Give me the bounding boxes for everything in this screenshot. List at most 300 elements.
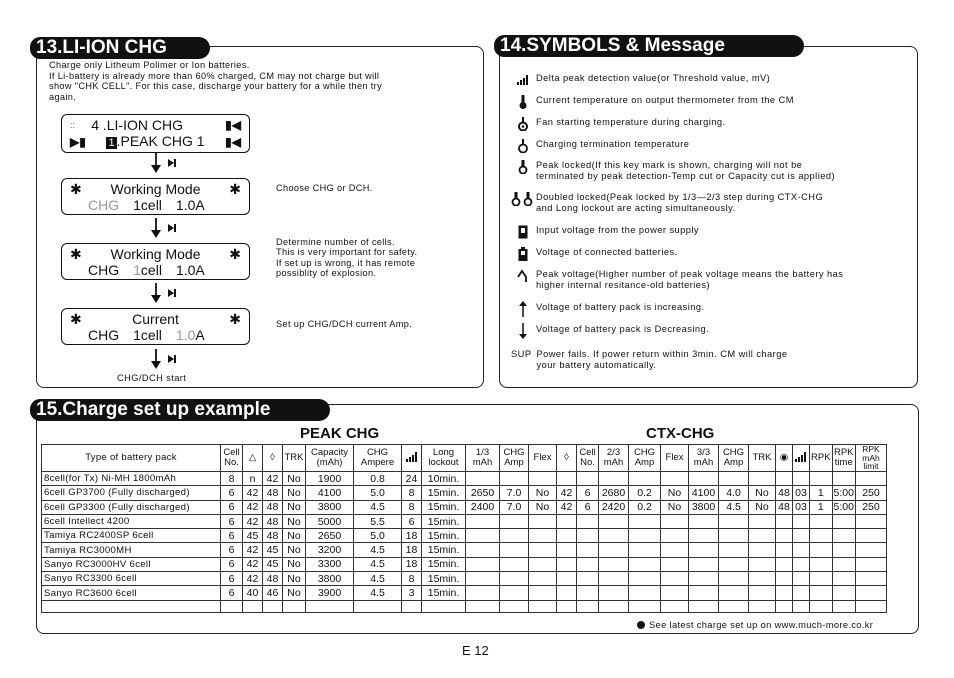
peak-value-cell: 42 xyxy=(243,486,263,500)
ctx-value-cell xyxy=(466,472,500,486)
col-long-lockout: Long lockout xyxy=(422,445,466,472)
ctx-value-cell xyxy=(793,472,810,486)
ctx-value-cell: No xyxy=(529,486,557,500)
arrow-down-icon xyxy=(510,324,536,338)
peak-value-cell: 3 xyxy=(402,586,422,600)
ctx-value-cell xyxy=(689,514,719,528)
symbol-item xyxy=(510,95,910,109)
ctx-value-cell xyxy=(557,543,577,557)
ctx-value-cell: 0.2 xyxy=(629,486,661,500)
peak-value-cell: 45 xyxy=(263,557,283,571)
peak-value-cell: 18 xyxy=(402,529,422,543)
ctx-value-cell xyxy=(810,586,833,600)
symbol-description: Peak locked(If this key mark is shown, charging will not be terminated by peak detection-Temp cut or Capacity cut is applied) xyxy=(536,160,835,181)
battery-type-cell: 6cell GP3300 (Fully discharged) xyxy=(42,500,221,514)
ctx-value-cell: 5:00 xyxy=(833,501,854,514)
ctx-value-cell: 5:00 xyxy=(833,486,854,499)
table-row xyxy=(42,586,920,600)
ctx-value-cell xyxy=(719,529,749,543)
ctx-value-cell xyxy=(776,586,793,600)
ctx-value-cell xyxy=(832,586,855,600)
ctx-value-cell xyxy=(466,529,500,543)
battery-type-cell: Tamiya RC3000MH xyxy=(42,543,221,557)
ctx-value-cell xyxy=(529,572,557,586)
ctx-value-cell: 0.2 xyxy=(629,500,661,514)
lcd4-amp-unit: A xyxy=(195,327,205,343)
peak-voltage-icon xyxy=(510,269,536,283)
col-delta-peak xyxy=(402,445,422,472)
ctx-value-cell xyxy=(557,557,577,571)
peak-value-cell: 6 xyxy=(221,500,243,514)
peak-value-cell: 48 xyxy=(263,514,283,528)
ctx-value-cell: 42 xyxy=(557,500,577,514)
ctx-value-cell xyxy=(629,586,661,600)
col-trk-2: TRK xyxy=(749,445,776,472)
ctx-value-cell xyxy=(661,514,689,528)
col-cell-2: Cell No. xyxy=(577,445,599,472)
table-row xyxy=(42,529,920,543)
peak-value-cell: 3800 xyxy=(306,572,354,586)
ctx-value-cell xyxy=(793,529,810,543)
ctx-value-cell xyxy=(832,514,855,528)
ctx-value-cell xyxy=(466,543,500,557)
ctx-value-cell xyxy=(793,557,810,571)
symbol-item xyxy=(510,117,910,131)
peak-value-cell: 8 xyxy=(402,500,422,514)
peak-value-cell: 45 xyxy=(243,529,263,543)
peak-value-cell: 8 xyxy=(402,572,422,586)
ctx-value-cell xyxy=(529,586,557,600)
ctx-value-cell xyxy=(810,472,833,486)
ctx-value-cell xyxy=(599,572,629,586)
ctx-value-cell xyxy=(529,514,557,528)
fan-temp-icon: ◊ xyxy=(270,452,275,463)
peak-value-cell: 4.5 xyxy=(354,586,402,600)
lcd4-line1: Current xyxy=(132,311,179,327)
col-third: 1/3 mAh xyxy=(466,445,500,472)
ctx-value-cell xyxy=(719,572,749,586)
fan-temp-icon: ◊ xyxy=(564,452,569,463)
lcd1-line2: .PEAK CHG 1 xyxy=(116,133,205,149)
empty-cell xyxy=(793,600,810,612)
bullet-icon xyxy=(637,621,645,629)
empty-cell xyxy=(689,600,719,612)
peak-value-cell: 6 xyxy=(221,529,243,543)
ctx-value-cell xyxy=(529,557,557,571)
symbol-description: Charging termination temperature xyxy=(536,139,690,149)
ctx-chg-title: CTX-CHG xyxy=(646,425,715,442)
ctx-value-cell xyxy=(689,586,719,600)
ctx-value-cell xyxy=(810,543,833,557)
battery-type-cell: 8cell(for Tx) Ni-MH 1800mAh xyxy=(42,472,221,486)
table-row xyxy=(42,557,920,571)
ctx-value-cell xyxy=(577,472,599,486)
ctx-value-cell: 03 xyxy=(793,500,810,514)
peak-value-cell: 6 xyxy=(221,557,243,571)
symbol-item xyxy=(510,225,910,239)
lcd-screen-1 xyxy=(61,114,250,153)
empty-cell xyxy=(855,600,886,612)
ctx-value-cell xyxy=(749,529,776,543)
col-chg-ampere: CHG Ampere xyxy=(354,445,402,472)
ctx-value-cell xyxy=(466,586,500,600)
ctx-value-cell xyxy=(719,514,749,528)
ctx-value-cell: 42 xyxy=(557,486,577,500)
ctx-value-cell xyxy=(776,514,793,528)
empty-cell xyxy=(306,600,354,612)
peak-value-cell: n xyxy=(243,472,263,486)
ctx-value-cell xyxy=(500,529,529,543)
peak-value-cell: 42 xyxy=(243,514,263,528)
empty-cell xyxy=(283,600,306,612)
ctx-value-cell: 6 xyxy=(577,486,599,500)
sup-label: SUP xyxy=(511,349,532,359)
peak-value-cell: 6 xyxy=(221,514,243,528)
peak-value-cell: 5.5 xyxy=(354,514,402,528)
dots-icon: :: xyxy=(70,120,76,130)
peak-value-cell: 40 xyxy=(243,586,263,600)
peak-value-cell: 3300 xyxy=(306,557,354,571)
ctx-value-cell xyxy=(855,586,886,600)
ctx-value-cell xyxy=(689,529,719,543)
peak-value-cell: 24 xyxy=(402,472,422,486)
lcd-screen-3: ✱ Working Mode ✱ CHG 1cell 1.0A xyxy=(61,243,250,280)
ctx-value-cell xyxy=(577,514,599,528)
ctx-value-cell xyxy=(599,557,629,571)
double-lock-icon xyxy=(510,192,536,206)
skip-back-icon: ▶▮ xyxy=(70,135,86,149)
lcd2-cell: 1cell xyxy=(133,197,162,213)
peak-value-cell: 48 xyxy=(263,572,283,586)
symbol-item xyxy=(510,139,910,153)
ctx-value-cell xyxy=(776,529,793,543)
peak-value-cell: No xyxy=(283,472,306,486)
peak-value-cell: 48 xyxy=(263,529,283,543)
sup-message xyxy=(511,349,787,370)
note-cells: Determine number of cells. This is very important for safety. If set up is wrong, it has remote possiblity of explosion. xyxy=(276,237,418,278)
ctx-value-cell xyxy=(832,543,855,557)
ctx-value-cell xyxy=(629,557,661,571)
start-label: CHG/DCH start xyxy=(117,373,187,383)
peak-value-cell: 15min. xyxy=(422,543,466,557)
peak-value-cell: 4.5 xyxy=(354,500,402,514)
ctx-value-cell: 250 xyxy=(855,486,886,500)
battery-type-cell: Sanyo RC3000HV 6cell xyxy=(42,557,221,571)
empty-cell xyxy=(577,600,599,612)
thermometer-icon: △ xyxy=(248,452,257,463)
ctx-value-cell xyxy=(776,543,793,557)
lcd3-amp: 1.0A xyxy=(175,262,205,278)
arrow-down-skip-icon xyxy=(150,282,190,304)
ctx-value-cell: 48 xyxy=(776,486,793,500)
col-two-third: 2/3 mAh xyxy=(599,445,629,472)
peak-lock-icon xyxy=(510,160,536,174)
lcd2-line1: Working Mode xyxy=(110,181,201,197)
peak-value-cell: 0.8 xyxy=(354,472,402,486)
empty-cell xyxy=(402,600,422,612)
col-rpk-limit: RPK mAh limit xyxy=(855,445,886,472)
ctx-value-cell xyxy=(661,543,689,557)
ctx-value-cell xyxy=(599,529,629,543)
ctx-value-cell xyxy=(557,572,577,586)
skip-icon: ▮◀ xyxy=(225,135,241,149)
ctx-value-cell xyxy=(466,557,500,571)
ctx-value-cell xyxy=(832,472,855,486)
footnote-text: See latest charge set up on www.much-more.co.kr xyxy=(649,620,874,630)
ctx-value-cell xyxy=(810,557,833,571)
ctx-value-cell xyxy=(832,572,855,586)
note-choose-mode: Choose CHG or DCH. xyxy=(276,183,373,193)
empty-cell xyxy=(263,600,283,612)
symbol-description: Current temperature on output thermometer from the CM xyxy=(536,95,794,105)
symbol-item xyxy=(510,269,910,290)
ctx-value-cell xyxy=(793,572,810,586)
battery-type-cell: Tamiya RC2400SP 6cell xyxy=(42,529,221,543)
ctx-value-cell: No xyxy=(661,486,689,500)
lcd1-line1: 4 .LI-ION CHG xyxy=(91,117,183,133)
ctx-value-cell: 6 xyxy=(577,500,599,514)
lcd4-mode: CHG xyxy=(88,327,120,343)
lcd-screen-2: ✱ Working Mode ✱ CHG 1cell 1.0A xyxy=(61,178,250,215)
ctx-value-cell xyxy=(500,586,529,600)
ctx-value-cell xyxy=(855,543,886,557)
ctx-value-cell xyxy=(810,529,833,543)
peak-value-cell: 18 xyxy=(402,543,422,557)
col-fan-temp xyxy=(263,445,283,472)
lcd3-mode: CHG xyxy=(88,262,120,278)
ctx-value-cell xyxy=(577,557,599,571)
ctx-value-cell xyxy=(749,557,776,571)
peak-value-cell: 4.5 xyxy=(354,572,402,586)
peak-value-cell: 8 xyxy=(402,486,422,500)
symbol-item xyxy=(510,160,910,181)
symbol-description: Input voltage from the power supply xyxy=(536,225,700,235)
ctx-value-cell xyxy=(855,557,886,571)
battery-type-cell: 6cell GP3700 (Fully discharged) xyxy=(42,486,221,500)
peak-value-cell: 3800 xyxy=(306,500,354,514)
ctx-value-cell: 4100 xyxy=(689,486,719,500)
ctx-value-cell xyxy=(776,557,793,571)
peak-value-cell: 45 xyxy=(263,543,283,557)
peak-value-cell: No xyxy=(283,500,306,514)
empty-cell xyxy=(243,600,263,612)
sup-text: Power fails. If power return within 3min. CM will charge your battery automatically. xyxy=(536,349,788,370)
ctx-value-cell: 2650 xyxy=(466,486,500,500)
ctx-value-cell xyxy=(557,514,577,528)
ctx-value-cell xyxy=(599,472,629,486)
lcd-screen-4: ✱ Current ✱ CHG 1cell 1.0A xyxy=(61,308,250,345)
ctx-value-cell xyxy=(749,572,776,586)
ctx-value-cell xyxy=(599,514,629,528)
ctx-value-cell xyxy=(719,557,749,571)
ctx-value-cell xyxy=(466,572,500,586)
ctx-value-cell xyxy=(629,572,661,586)
ctx-value-cell xyxy=(529,529,557,543)
ctx-value-cell xyxy=(793,586,810,600)
peak-value-cell: 15min. xyxy=(422,500,466,514)
empty-cell xyxy=(629,600,661,612)
table-row xyxy=(42,514,920,528)
ctx-value-cell xyxy=(500,472,529,486)
ctx-value-cell: No xyxy=(749,486,776,500)
peak-value-cell: 15min. xyxy=(422,486,466,500)
ctx-value-cell xyxy=(855,514,886,528)
peak-chg-title: PEAK CHG xyxy=(300,425,380,442)
ctx-value-cell xyxy=(855,529,886,543)
ctx-value-cell xyxy=(577,543,599,557)
peak-value-cell: No xyxy=(283,557,306,571)
peak-value-cell: 6 xyxy=(221,586,243,600)
lcd4-cell: 1cell xyxy=(133,327,162,343)
peak-value-cell: 15min. xyxy=(422,586,466,600)
peak-value-cell: No xyxy=(283,529,306,543)
ctx-value-cell xyxy=(832,557,855,571)
ctx-value-cell xyxy=(776,572,793,586)
col-three-third: 3/3 mAh xyxy=(689,445,719,472)
peak-value-cell: 46 xyxy=(263,586,283,600)
ctx-value-cell xyxy=(793,514,810,528)
empty-cell xyxy=(42,600,221,612)
peak-value-cell: 15min. xyxy=(422,572,466,586)
col-fan-temp-2 xyxy=(557,445,577,472)
ctx-value-cell xyxy=(689,572,719,586)
empty-cell xyxy=(221,600,243,612)
peak-value-cell: 42 xyxy=(263,472,283,486)
peak-value-cell: No xyxy=(283,514,306,528)
ctx-value-cell xyxy=(855,472,886,486)
ctx-value-cell xyxy=(832,529,855,543)
peak-value-cell: 5.0 xyxy=(354,529,402,543)
arrow-down-skip-icon xyxy=(150,152,190,174)
ctx-value-cell: 48 xyxy=(776,500,793,514)
lcd1-selected-num: 1 xyxy=(108,137,115,149)
ctx-value-cell xyxy=(749,586,776,600)
peak-value-cell: 6 xyxy=(221,486,243,500)
skip-icon: ▮◀ xyxy=(225,118,241,132)
col-trk: TRK xyxy=(283,445,306,472)
peak-value-cell: No xyxy=(283,572,306,586)
lcd2-amp: 1.0A xyxy=(175,197,205,213)
symbol-description: Voltage of connected batteries. xyxy=(536,247,678,257)
termination-temp-icon: ◉ xyxy=(779,452,789,463)
ctx-value-cell xyxy=(689,472,719,486)
ctx-value-cell xyxy=(577,586,599,600)
empty-cell xyxy=(500,600,529,612)
lcd3-cell-num: 1 xyxy=(133,262,141,278)
ctx-value-cell: 3800 xyxy=(689,500,719,514)
empty-cell xyxy=(557,600,577,612)
empty-cell xyxy=(832,600,855,612)
battery-type-cell: Sanyo RC3600 6cell xyxy=(42,586,221,600)
ctx-value-cell xyxy=(855,572,886,586)
empty-cell xyxy=(599,600,629,612)
battery-type-cell: 6cell Intellect 4200 xyxy=(42,514,221,528)
col-term-temp xyxy=(776,445,793,472)
ctx-value-cell xyxy=(500,557,529,571)
peak-value-cell: 42 xyxy=(243,500,263,514)
empty-cell xyxy=(422,600,466,612)
peak-value-cell: 8 xyxy=(221,472,243,486)
peak-value-cell: 15min. xyxy=(422,514,466,528)
symbol-item xyxy=(510,73,910,87)
peak-value-cell: 4100 xyxy=(306,486,354,500)
table-row-empty xyxy=(42,600,920,612)
ctx-value-cell xyxy=(749,472,776,486)
ctx-value-cell xyxy=(529,472,557,486)
ctx-value-cell: 4.5 xyxy=(719,500,749,514)
ctx-value-cell xyxy=(577,529,599,543)
footnote xyxy=(637,620,873,630)
ctx-value-cell xyxy=(661,472,689,486)
battery-type-cell: Sanyo RC3300 6cell xyxy=(42,572,221,586)
empty-cell xyxy=(810,600,833,612)
termination-temp-icon xyxy=(510,139,536,153)
table-row xyxy=(42,486,920,500)
section-14-title: 14.SYMBOLS & Message xyxy=(494,35,804,57)
ctx-value-cell xyxy=(793,543,810,557)
ctx-value-cell: 7.0 xyxy=(500,486,529,500)
lcd3-cell-rest: cell xyxy=(140,262,162,278)
peak-value-cell: 3900 xyxy=(306,586,354,600)
arrow-down-skip-icon xyxy=(150,217,190,239)
arrow-down-skip-icon xyxy=(150,348,190,370)
section-13-title: 13.LI-ION CHG xyxy=(30,37,210,59)
ctx-value-cell xyxy=(500,572,529,586)
lcd2-mode: CHG xyxy=(88,197,120,213)
charge-setup-table xyxy=(41,444,920,613)
ctx-value-cell: No xyxy=(529,500,557,514)
symbol-description: Fan starting temperature during charging. xyxy=(536,117,726,127)
ctx-value-cell xyxy=(557,586,577,600)
ctx-value-cell xyxy=(629,529,661,543)
ctx-value-cell: 250 xyxy=(855,500,886,514)
lcd3-line1: Working Mode xyxy=(110,246,201,262)
empty-cell xyxy=(466,600,500,612)
peak-value-cell: 48 xyxy=(263,486,283,500)
peak-value-cell: No xyxy=(283,586,306,600)
ctx-value-cell xyxy=(661,586,689,600)
section-13-intro: Charge only Litheum Polimer or Ion batteries. If Li-battery is already more than 60% charged, CM may not charge but will show "CHK CELL". For this case, discharge your battery for a while then try again. xyxy=(49,60,383,102)
symbol-item xyxy=(510,192,910,213)
ctx-value-cell: 2680 xyxy=(599,486,629,500)
col-cell: Cell No. xyxy=(221,445,243,472)
peak-value-cell: 5.0 xyxy=(354,486,402,500)
symbol-description: Voltage of battery pack is Decreasing. xyxy=(536,324,710,334)
peak-value-cell: 3200 xyxy=(306,543,354,557)
ctx-value-cell xyxy=(661,529,689,543)
peak-value-cell: 15min. xyxy=(422,557,466,571)
table-row xyxy=(42,572,920,586)
peak-value-cell: 48 xyxy=(263,500,283,514)
table-header-row xyxy=(42,445,920,472)
ctx-value-cell: 2420 xyxy=(599,500,629,514)
ctx-value-cell xyxy=(629,514,661,528)
ctx-value-cell xyxy=(810,572,833,586)
symbol-description: Delta peak detection value(or Threshold value, mV) xyxy=(536,73,771,83)
thermometer-icon xyxy=(510,95,536,109)
page-number: E 12 xyxy=(462,643,489,658)
empty-cell xyxy=(529,600,557,612)
lcd4-amp-value: 1.0 xyxy=(175,327,196,343)
symbol-description: Voltage of battery pack is increasing. xyxy=(536,302,705,312)
peak-value-cell: 42 xyxy=(243,543,263,557)
peak-value-cell: 1900 xyxy=(306,472,354,486)
ctx-value-cell xyxy=(689,543,719,557)
ctx-value-cell xyxy=(776,472,793,486)
col-rpk-time: RPK time xyxy=(832,445,855,472)
empty-cell xyxy=(661,600,689,612)
ctx-value-cell xyxy=(629,472,661,486)
